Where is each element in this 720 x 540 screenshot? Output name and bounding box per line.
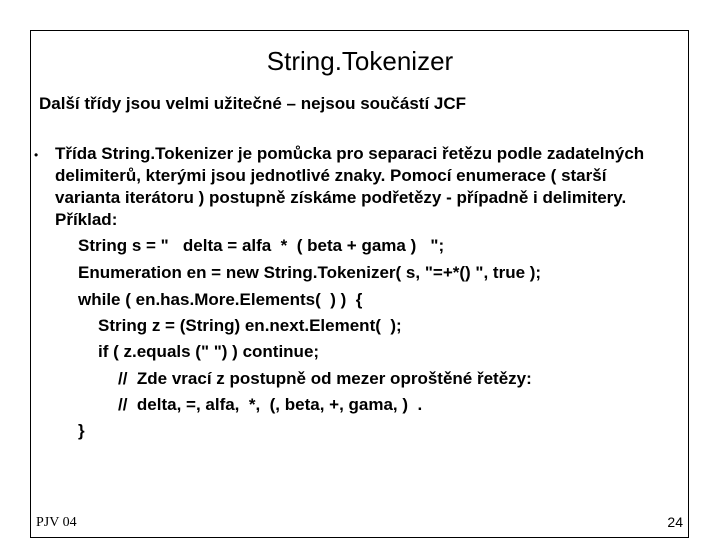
- slide-title: String.Tokenizer: [266, 46, 454, 76]
- code-comment: // Zde vrací z postupně od mezer oproštěné řetězy:: [118, 369, 532, 388]
- code-comment: // delta, =, alfa, *, (, beta, +, gama, ) .: [118, 395, 423, 414]
- bullet-paragraph: [55, 143, 685, 231]
- slide-subtitle: Další třídy jsou velmi užitečné – nejsou součástí JCF: [39, 94, 467, 113]
- page-number: 24: [667, 514, 683, 530]
- bullet-marker: •: [34, 148, 39, 162]
- bullet-line: varianta iterátoru ) postupně získáme podřetězy - případně i delimitery.: [55, 188, 627, 207]
- bullet-line: delimiterů, kterými jsou jednotlivé znaky. Pomocí enumerace ( starší: [55, 166, 607, 185]
- code-line: while ( en.has.More.Elements( ) ) {: [78, 290, 363, 309]
- code-line: }: [78, 421, 85, 440]
- code-line: Enumeration en = new String.Tokenizer( s, "=+*() ", true );: [78, 263, 542, 282]
- code-line: if ( z.equals (" ") ) continue;: [98, 342, 320, 361]
- code-line: String s = " delta = alfa * ( beta + gama ) ";: [78, 236, 445, 255]
- bullet-line: Příklad:: [55, 210, 118, 229]
- footer-label: PJV 04: [36, 515, 77, 530]
- code-line: String z = (String) en.next.Element( );: [98, 316, 402, 335]
- bullet-line: Třída String.Tokenizer je pomůcka pro separaci řetězu podle zadatelných: [55, 144, 645, 163]
